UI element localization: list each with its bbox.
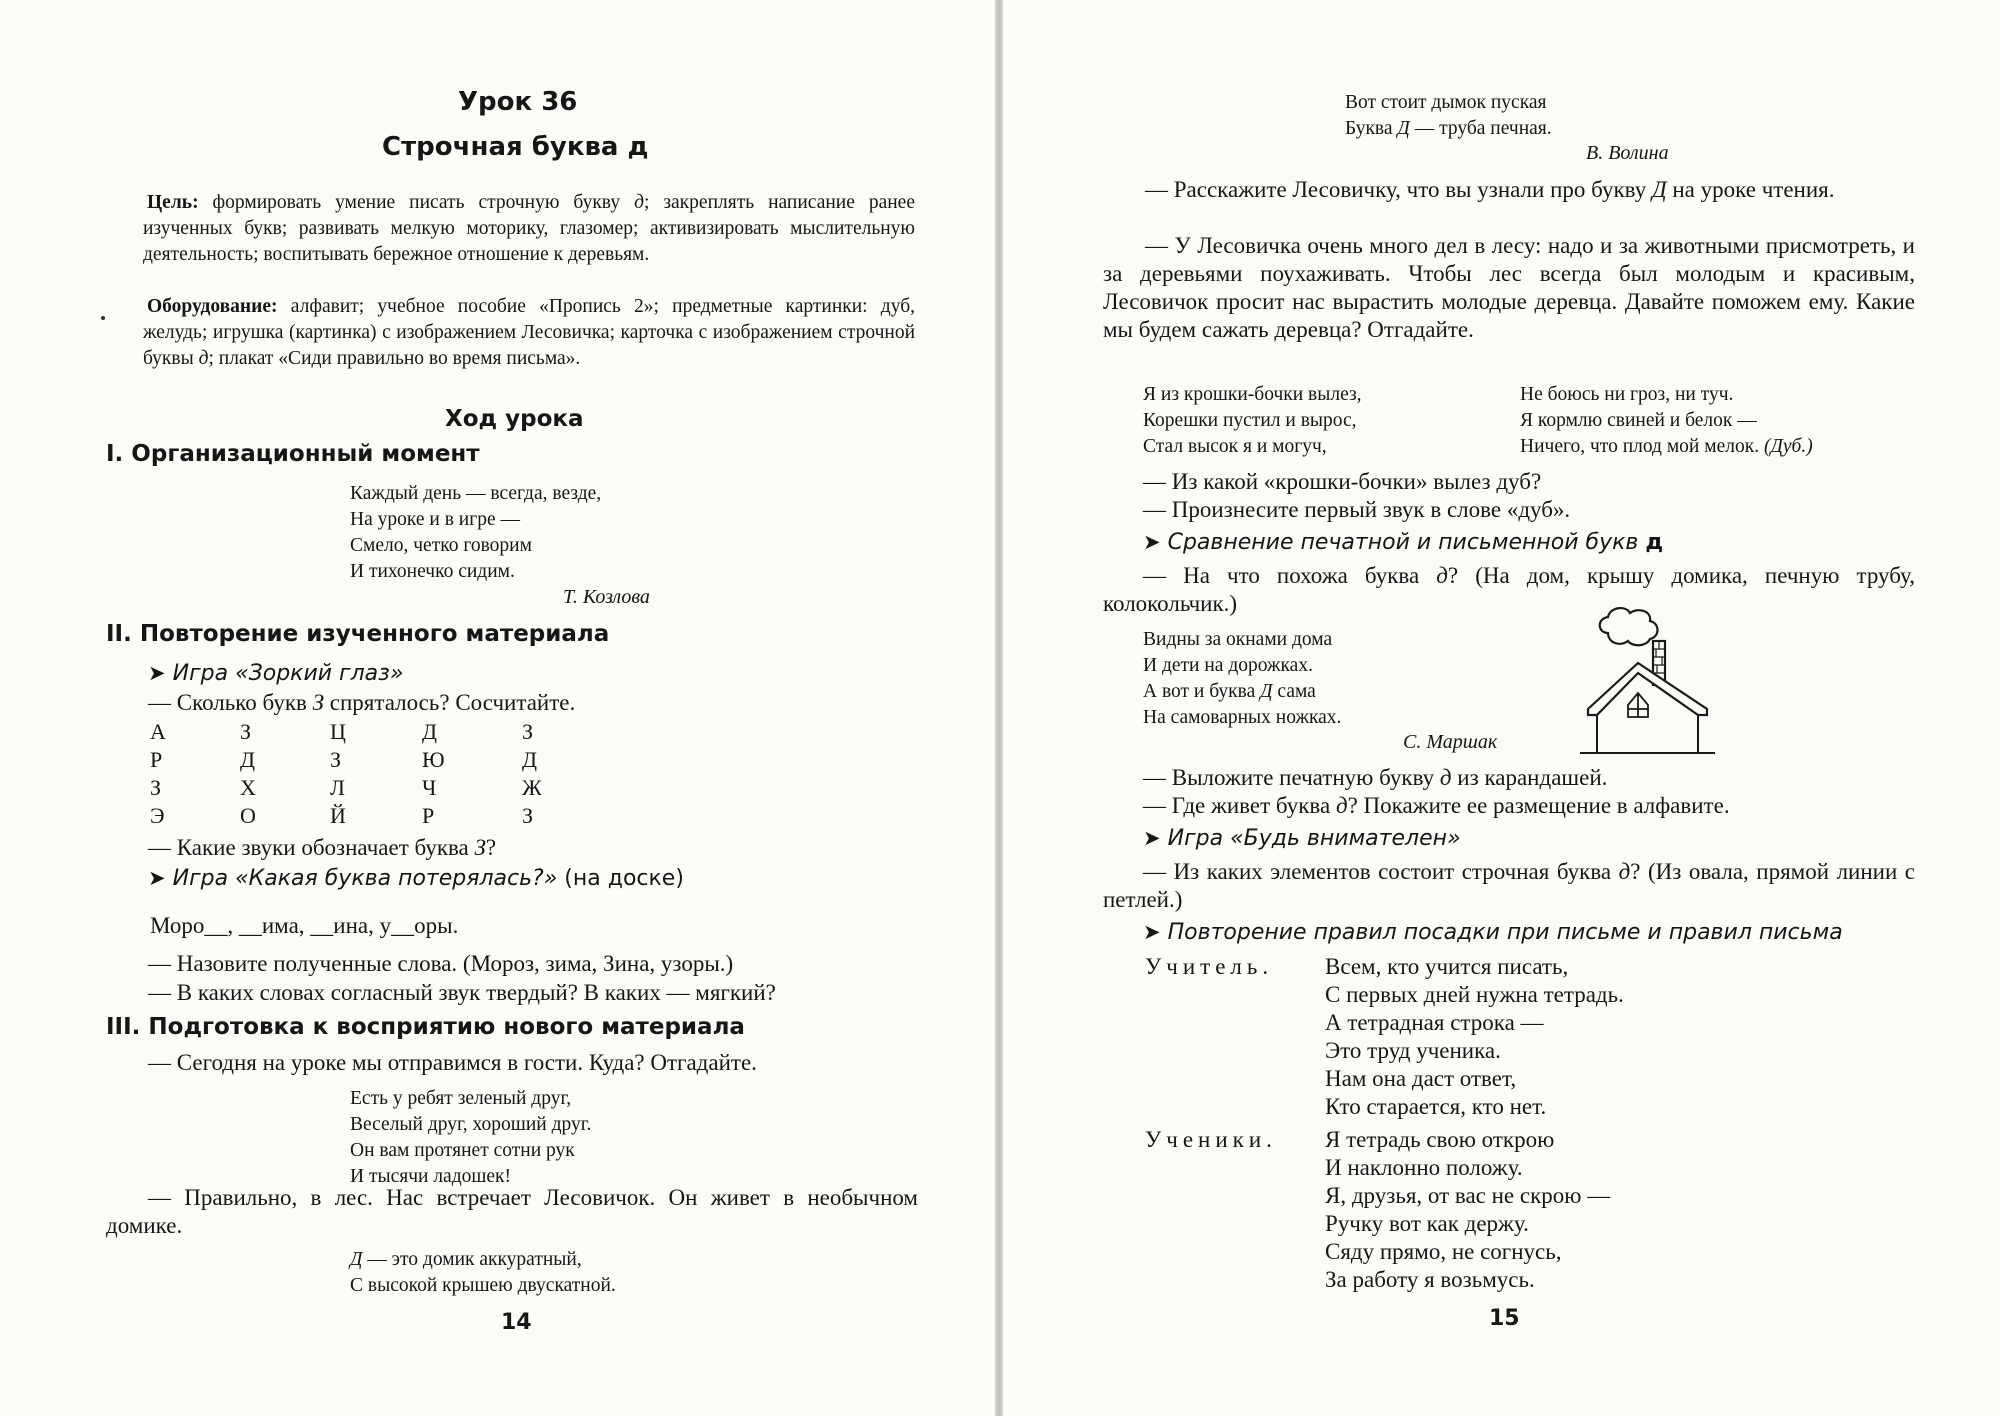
goal-letter: д bbox=[634, 192, 644, 213]
question-3: — Назовите полученные слова. (Мороз, зима, Зина, узоры.) bbox=[148, 951, 734, 976]
grid-cell: Л bbox=[330, 775, 345, 800]
question-3-text: — На что похожа буква bbox=[1143, 563, 1437, 588]
grid-cell: З bbox=[522, 719, 534, 744]
poem-line: И тысячи ладошек! bbox=[350, 1166, 512, 1187]
poem-line bbox=[1143, 679, 1341, 705]
page-number: 14 bbox=[501, 1310, 532, 1335]
goal-paragraph bbox=[143, 190, 915, 268]
grid-cell: О bbox=[240, 803, 256, 828]
poem-line: А тетрадная строка — bbox=[1325, 1010, 1544, 1035]
page-left bbox=[0, 0, 995, 1416]
poem-letter: Д bbox=[350, 1249, 363, 1270]
poem-line bbox=[1345, 116, 1552, 142]
grid-cell: Ч bbox=[422, 775, 437, 800]
poem-1-author: Т. Козлова bbox=[563, 586, 650, 608]
grid-cell: Ж bbox=[522, 775, 542, 800]
game-3-heading bbox=[1143, 826, 1461, 851]
question-4-text: — Выложите печатную букву bbox=[1143, 765, 1440, 790]
question-5 bbox=[1143, 792, 1730, 820]
teacher-poem bbox=[1325, 953, 1624, 1121]
paragraph-1-text2: на уроке чтения. bbox=[1666, 177, 1835, 202]
game-2-title: Игра «Какая буква потерялась?» bbox=[172, 866, 558, 891]
poem-line: И наклонно положу. bbox=[1325, 1155, 1523, 1180]
poem-line-text2: — труба печная. bbox=[1409, 118, 1552, 139]
poem-line: Это труд ученика. bbox=[1325, 1038, 1501, 1063]
goal-label: Цель: bbox=[147, 192, 199, 213]
question-2-letter: З bbox=[474, 835, 486, 860]
poem-line: Стал высок я и могуч, bbox=[1143, 436, 1327, 457]
question-5-letter: д bbox=[1335, 793, 1348, 818]
poem-line: Веселый друг, хороший друг. bbox=[350, 1114, 592, 1135]
question-2: — Произнесите первый звук в слове «дуб». bbox=[1143, 497, 1571, 522]
poem-4 bbox=[1345, 90, 1552, 142]
equipment-label: Оборудование: bbox=[147, 296, 278, 317]
poem-line-text: Ничего, что плод мой мелок. bbox=[1520, 436, 1760, 457]
game-3-title: Игра «Будь внимателен» bbox=[1167, 826, 1461, 851]
question-4-text2: из карандашей. bbox=[1451, 765, 1608, 790]
question-4: — В каких словах согласный звук твердый? В каких — мягкий? bbox=[148, 980, 776, 1005]
grid-cell: З bbox=[522, 803, 534, 828]
poem-1 bbox=[350, 481, 601, 585]
question-1-letter: З bbox=[312, 690, 325, 715]
question-1: — Из какой «крошки-бочки» вылез дуб? bbox=[1143, 469, 1542, 494]
question-3-letter: д bbox=[1436, 563, 1448, 588]
poem-line: С первых дней нужна тетрадь. bbox=[1325, 982, 1624, 1007]
equipment-text2: ; плакат «Сиди правильно во время письма». bbox=[208, 348, 581, 369]
section-heading-1: I. Организационный момент bbox=[106, 441, 480, 467]
poem-line: Я, друзья, от вас не скрою — bbox=[1325, 1183, 1611, 1208]
poem-line: И тихонечко сидим. bbox=[350, 561, 515, 582]
house-illustration bbox=[1580, 605, 1715, 755]
poem-line: Корешки пустил и вырос, bbox=[1143, 410, 1357, 431]
poem-line: Сяду прямо, не согнусь, bbox=[1325, 1239, 1562, 1264]
section-heading-3: III. Подготовка к восприятию нового материала bbox=[106, 1014, 745, 1040]
teacher-label: Учитель. bbox=[1145, 954, 1274, 979]
grid-cell: З bbox=[330, 747, 342, 772]
poem-line: Нам она даст ответ, bbox=[1325, 1066, 1517, 1091]
question-4-letter: д bbox=[1439, 765, 1452, 790]
subheading-2-text: Повторение правил посадки при письме и правил письма bbox=[1167, 920, 1843, 945]
lesson-subtitle-letter: д bbox=[627, 132, 649, 162]
arrow-icon: ➤ bbox=[1143, 826, 1161, 850]
paragraph-1 bbox=[1103, 176, 1915, 204]
grid-cell: З bbox=[150, 775, 162, 800]
poem-line: Кто старается, кто нет. bbox=[1325, 1094, 1547, 1119]
question-6-letter: д bbox=[1618, 859, 1631, 884]
grid-cell: Х bbox=[240, 775, 256, 800]
poem-line: Видны за окнами дома bbox=[1143, 629, 1333, 650]
subheading-1-text: Сравнение печатной и письменной букв bbox=[1167, 530, 1646, 555]
page-dot bbox=[101, 316, 105, 320]
lesson-subtitle-text: Строчная буква bbox=[382, 132, 628, 162]
poem-4-author: В. Волина bbox=[1586, 142, 1669, 164]
subheading-1 bbox=[1143, 530, 1663, 555]
poem-line bbox=[1520, 434, 1813, 460]
pupils-poem bbox=[1325, 1126, 1610, 1294]
arrow-icon: ➤ bbox=[1143, 530, 1161, 554]
game-1-title: Игра «Зоркий глаз» bbox=[172, 661, 404, 686]
poem-line: Не боюсь ни гроз, ни туч. bbox=[1520, 384, 1734, 405]
grid-cell: Д bbox=[422, 719, 438, 744]
page-number: 15 bbox=[1489, 1306, 1520, 1331]
goal-text2: ; закреплять написание ранее изученных букв; развивать мелкую моторику, глазомер; активизировать мыслительную деятельность; воспитывать бережное отношение к деревьям. bbox=[143, 192, 915, 265]
poem-letter: Д bbox=[1260, 681, 1273, 702]
poem-line: На самоварных ножках. bbox=[1143, 707, 1342, 728]
poem-line: Ручку вот как держу. bbox=[1325, 1211, 1529, 1236]
grid-cell: Ю bbox=[422, 747, 445, 772]
goal-text: формировать умение писать строчную букву bbox=[198, 192, 635, 213]
paragraph-1-text: — Расскажите Лесовичку, что вы узнали про букву bbox=[1145, 177, 1652, 202]
poem-line: Каждый день — всегда, везде, bbox=[350, 483, 602, 504]
grid-cell: Ц bbox=[330, 719, 346, 744]
question-1-text2: спряталось? Сосчитайте. bbox=[324, 690, 576, 715]
poem-line: Я тетрадь свою открою bbox=[1325, 1127, 1555, 1152]
poem-line: Всем, кто учится писать, bbox=[1325, 954, 1569, 979]
poem-letter: Д bbox=[1397, 118, 1410, 139]
grid-cell: А bbox=[150, 719, 166, 744]
equipment-letter: д bbox=[198, 348, 209, 369]
subheading-1-letter: д bbox=[1645, 530, 1664, 555]
paragraph-1-letter: Д bbox=[1651, 177, 1667, 202]
poem-2 bbox=[350, 1086, 591, 1190]
question-1-text: — Сколько букв bbox=[148, 690, 313, 715]
riddle-right bbox=[1520, 382, 1813, 460]
question-6-text2: ? (Из овала, прямой линии с петлей.) bbox=[1103, 859, 1916, 912]
poem-line-text: А вот и буква bbox=[1143, 681, 1261, 702]
poem-line: Я кормлю свиней и белок — bbox=[1520, 410, 1757, 431]
poem-line-text: — это домик аккуратный, bbox=[362, 1249, 582, 1270]
riddle-answer: (Дуб.) bbox=[1759, 436, 1813, 457]
poem-line: На уроке и в игре — bbox=[350, 509, 520, 530]
poem-line-text: Буква bbox=[1345, 118, 1398, 139]
subheading-2 bbox=[1143, 920, 1843, 945]
smoke-cloud bbox=[1600, 608, 1658, 645]
poem-line-text2: сама bbox=[1272, 681, 1316, 702]
pupils-label: Ученики. bbox=[1145, 1127, 1277, 1152]
question-3-text2: ? (На дом, крышу домика, печную трубу, колокольчик.) bbox=[1103, 563, 1915, 616]
question-2-text: — Какие звуки обозначает буква bbox=[148, 835, 475, 860]
question-3 bbox=[1103, 562, 1915, 618]
arrow-icon: ➤ bbox=[1143, 920, 1161, 944]
grid-cell: Й bbox=[330, 803, 346, 828]
letter-grid bbox=[150, 718, 570, 834]
game-1-heading bbox=[148, 661, 403, 686]
question-5-text: — Где живет буква bbox=[1143, 793, 1336, 818]
section-heading-2: II. Повторение изученного материала bbox=[106, 621, 610, 647]
poem-5-author: С. Маршак bbox=[1403, 731, 1498, 753]
riddle-left bbox=[1143, 382, 1362, 460]
question-5-text2: ? Покажите ее размещение в алфавите. bbox=[1347, 793, 1730, 818]
house-walls bbox=[1580, 715, 1715, 753]
grid-cell: Р bbox=[150, 747, 163, 772]
poem-line: Вот стоит дымок пуская bbox=[1345, 92, 1547, 113]
question-6-text: — Из каких элементов состоит строчная буква bbox=[1143, 859, 1619, 884]
grid-cell: Д bbox=[522, 747, 538, 772]
equipment-paragraph bbox=[143, 294, 915, 372]
poem-line: И дети на дорожках. bbox=[1143, 655, 1313, 676]
game-2-note: (на доске) bbox=[557, 866, 684, 891]
poem-3 bbox=[350, 1247, 616, 1299]
question-2-text2: ? bbox=[485, 835, 497, 860]
question-5: — Сегодня на уроке мы отправимся в гости. Куда? Отгадайте. bbox=[148, 1050, 757, 1075]
poem-line: Есть у ребят зеленый друг, bbox=[350, 1088, 572, 1109]
question-1 bbox=[148, 689, 575, 717]
grid-cell: Э bbox=[150, 803, 165, 828]
paragraph-6: — Правильно, в лес. Нас встречает Лесовичок. Он живет в необычном домике. bbox=[106, 1185, 918, 1238]
page-right bbox=[1003, 0, 2000, 1416]
arrow-icon: ➤ bbox=[148, 866, 166, 890]
game-2-heading bbox=[148, 866, 684, 891]
grid-cell: Р bbox=[422, 803, 435, 828]
question-2 bbox=[148, 834, 496, 862]
question-6 bbox=[1103, 858, 1915, 914]
poem-line: Смело, четко говорим bbox=[350, 535, 532, 556]
poem-line: Он вам протянет сотни рук bbox=[350, 1140, 575, 1161]
poem-5 bbox=[1143, 627, 1341, 731]
poem-line bbox=[350, 1247, 616, 1273]
arrow-icon: ➤ bbox=[148, 661, 166, 685]
attic-window bbox=[1628, 693, 1648, 717]
lesson-subtitle bbox=[382, 132, 649, 162]
book-spine bbox=[995, 0, 1003, 1416]
poem-line: Я из крошки-бочки вылез, bbox=[1143, 384, 1362, 405]
grid-cell: Д bbox=[240, 747, 256, 772]
missing-letters-words: Моро__, __има, __ина, у__оры. bbox=[150, 913, 459, 938]
paragraph-2: — У Лесовичка очень много дел в лесу: надо и за животными присмотреть, и за деревьями поухаживать. Чтобы лес всегда был молодым и красивым, Лесовичок просит нас вырастить молодые деревца. Давайте поможем ему. Какие мы будем сажать деревца? Отгадайте. bbox=[1103, 233, 1915, 342]
poem-line: За работу я возьмусь. bbox=[1325, 1267, 1535, 1292]
equipment-text: алфавит; учебное пособие «Пропись 2»; предметные картинки: дуб, желудь; игрушка (картинка) с изображением Лесовичка; карточка с изображением строчной буквы bbox=[143, 296, 915, 369]
question-4 bbox=[1143, 764, 1607, 792]
lesson-title: Урок 36 bbox=[458, 87, 578, 117]
lesson-course-heading: Ход урока bbox=[445, 406, 584, 432]
poem-line: С высокой крышею двускатной. bbox=[350, 1275, 616, 1296]
grid-cell: З bbox=[240, 719, 252, 744]
